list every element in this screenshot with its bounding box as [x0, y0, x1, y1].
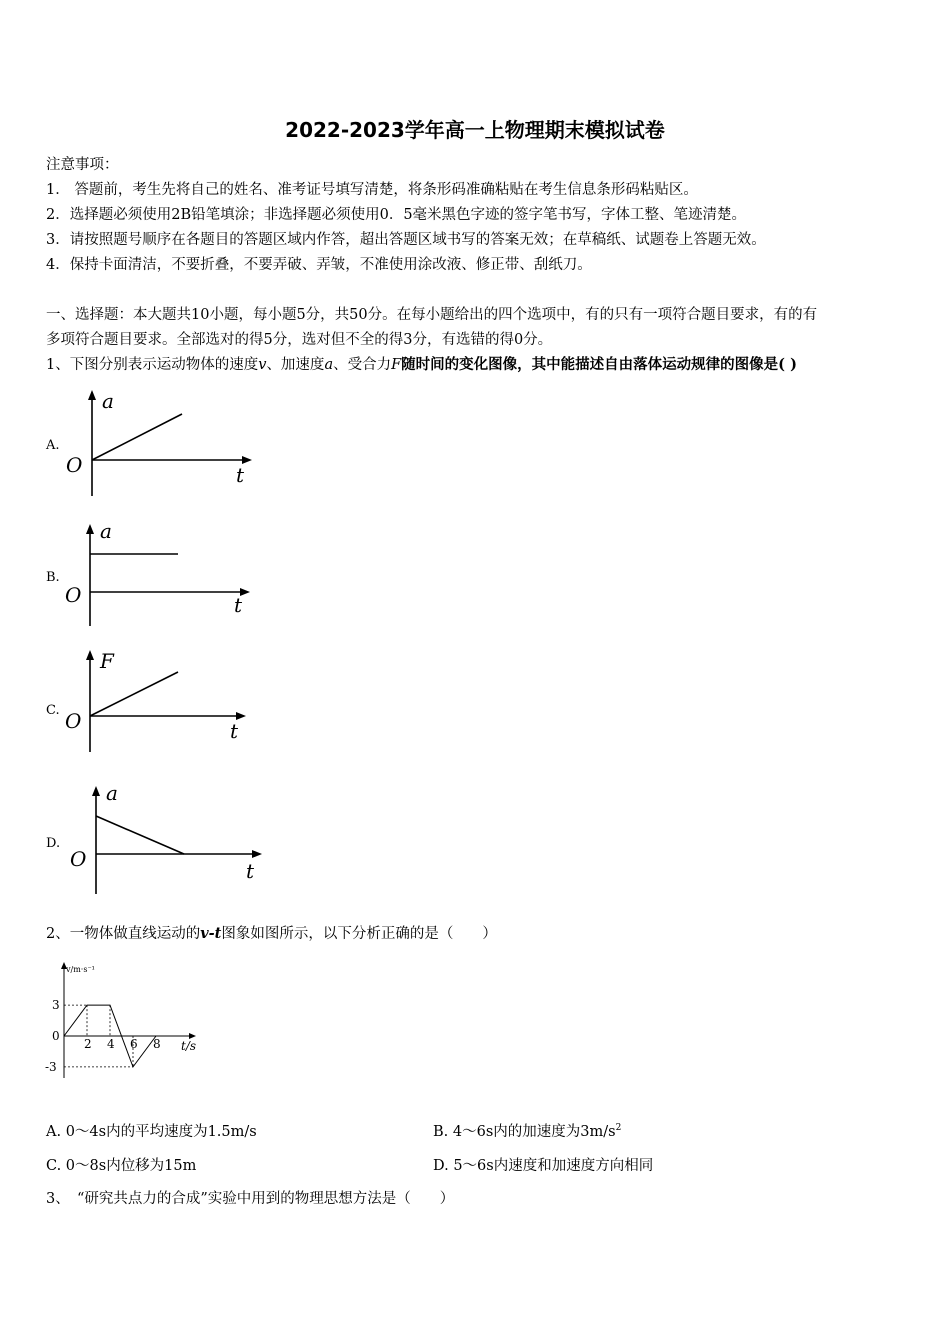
- x-axis-arrow: [252, 850, 262, 858]
- q2-suffix: 图象如图所示，以下分析正确的是（ ）: [221, 926, 497, 942]
- origin-label: O: [70, 847, 87, 871]
- q1-option-c-label: C.: [46, 703, 60, 718]
- q2-option-b-superscript: 2: [615, 1123, 622, 1134]
- q2-vt: v-t: [200, 925, 222, 942]
- chart-y-tick-label: -3: [45, 1059, 57, 1074]
- y-axis-label: a: [102, 389, 114, 413]
- y-axis-arrow: [88, 390, 96, 400]
- q2-vt-chart: [40, 958, 220, 1083]
- q1-text-part3: 、受合力: [333, 357, 392, 373]
- x-axis-label: t: [234, 593, 243, 617]
- x-axis-label: t: [230, 719, 239, 743]
- chart-x-tick-label: 8: [153, 1037, 161, 1051]
- chart-x-label: t/s: [181, 1039, 197, 1053]
- q2-option-b-text: B. 4～6s内的加速度为3m/s: [433, 1124, 616, 1140]
- graph-line: [90, 672, 178, 716]
- chart-y-tick-label: 3: [52, 998, 60, 1013]
- notice-item-3: 3．请按照题号顺序在各题目的答题区域内作答，超出答题区域书写的答案无效；在草稿纸、试题卷上答题无效。: [46, 232, 766, 248]
- notice-item-4: 4．保持卡面清洁，不要折叠，不要弄破、弄皱，不准使用涂改液、修正带、刮纸刀。: [46, 257, 592, 273]
- section1-instructions-line1: 一、选择题：本大题共10小题，每小题5分，共50分。在每小题给出的四个选项中，有的只有一项符合题目要求，有的有: [46, 307, 818, 323]
- graph-line: [96, 816, 184, 854]
- x-axis-label: t: [246, 859, 255, 883]
- q2-option-d: D. 5～6s内速度和加速度方向相同: [433, 1158, 654, 1174]
- q1-option-b-label: B.: [46, 570, 60, 585]
- q1-text-part1: 1、下图分别表示运动物体的速度: [46, 357, 259, 373]
- q1-option-c-graph: [62, 646, 262, 756]
- q1-text-part4: 随时间的变化图像，其中能描述自由落体运动规律的图像是( ): [401, 356, 797, 373]
- notice-item-2: 2．选择题必须使用2B铅笔填涂；非选择题必须使用0．5毫米黑色字迹的签字笔书写，字体工整、笔迹清楚。: [46, 207, 747, 223]
- x-axis-label: t: [236, 463, 245, 487]
- q1-symbol-F: F: [391, 357, 402, 373]
- notice-item-1: 1． 答题前，考生先将自己的姓名、准考证号填写清楚，将条形码准确粘贴在考生信息条形码粘贴区。: [46, 182, 698, 198]
- y-axis-arrow: [86, 524, 94, 534]
- origin-label: O: [65, 583, 82, 607]
- question-3-stem: 3、 “研究共点力的合成”实验中用到的物理思想方法是（ ）: [46, 1191, 455, 1207]
- chart-y-label: v/m·s⁻¹: [66, 965, 95, 974]
- q1-text-part2: 、加速度: [266, 357, 325, 373]
- q2-option-b: [433, 1120, 621, 1141]
- q1-symbol-v: v: [258, 357, 267, 373]
- q2-option-c: C. 0～8s内位移为15m: [46, 1158, 197, 1174]
- origin-label: O: [66, 453, 83, 477]
- q1-option-a-label: A.: [46, 438, 60, 453]
- question-1-stem: [46, 353, 797, 374]
- graph-line: [92, 414, 182, 460]
- origin-label: O: [65, 709, 82, 733]
- question-2-stem: [46, 922, 497, 943]
- q2-option-a: A. 0～4s内的平均速度为1.5m/s: [46, 1124, 257, 1140]
- y-axis-label: a: [106, 781, 118, 805]
- q1-symbol-a: a: [324, 357, 334, 373]
- q2-prefix: 2、一物体做直线运动的: [46, 926, 201, 942]
- page-title: 2022-2023学年高一上物理期末模拟试卷: [285, 118, 665, 142]
- chart-x-tick-label: 2: [84, 1037, 92, 1051]
- chart-y-tick-label: 0: [52, 1029, 60, 1043]
- section1-instructions-line2: 多项符合题目要求。全部选对的得5分，选对但不全的得3分，有选错的得0分。: [46, 332, 553, 348]
- y-axis-arrow: [92, 786, 100, 796]
- chart-x-tick-label: 4: [107, 1037, 115, 1051]
- y-axis-arrow: [86, 650, 94, 660]
- chart-x-tick-label: 6: [130, 1037, 138, 1051]
- notice-heading: 注意事项：: [46, 157, 119, 173]
- y-axis-label: F: [100, 649, 114, 673]
- q1-option-b-graph: [62, 520, 262, 630]
- q1-option-a-graph: [62, 386, 262, 501]
- y-axis-label: a: [100, 520, 112, 543]
- q1-option-d-label: D.: [46, 836, 61, 851]
- q1-option-d-graph: [62, 780, 272, 900]
